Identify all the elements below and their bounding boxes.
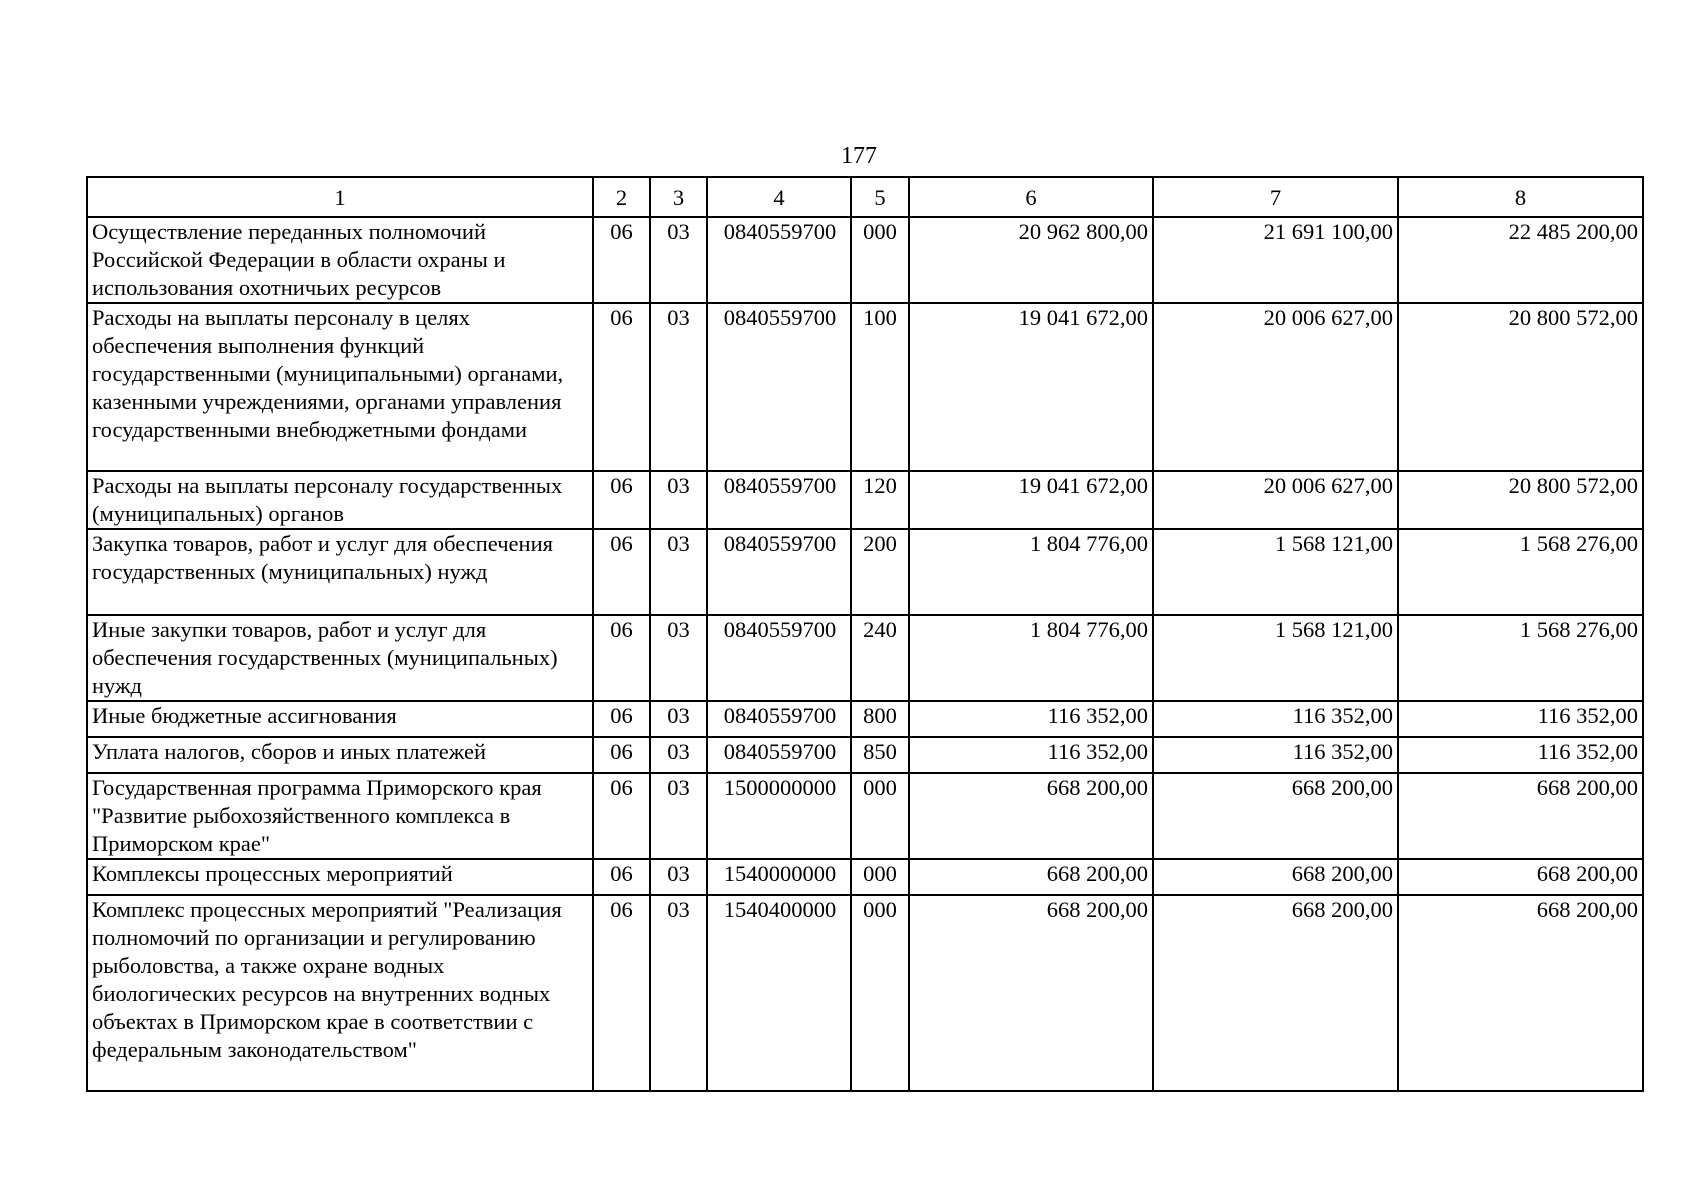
target-article-code: 0840559700: [707, 217, 851, 303]
table-row: [87, 701, 1643, 737]
amount-col8: 20 800 572,00: [1398, 303, 1643, 471]
target-article-code: 0840559700: [707, 737, 851, 773]
table-row: [87, 737, 1643, 773]
amount-col8: 116 352,00: [1398, 701, 1643, 737]
amount-col8: 116 352,00: [1398, 737, 1643, 773]
expense-type-code: 200: [851, 529, 909, 615]
subsection-code: 03: [650, 217, 707, 303]
row-name: Иные закупки товаров, работ и услуг для обеспечения государственных (муниципальных) нужд: [87, 615, 593, 701]
section-code: 06: [593, 701, 650, 737]
row-name: Государственная программа Приморского края "Развитие рыбохозяйственного комплекса в Приморском крае": [87, 773, 593, 859]
column-header: 8: [1398, 177, 1643, 217]
section-code: 06: [593, 895, 650, 1091]
expense-type-code: 800: [851, 701, 909, 737]
target-article-code: 0840559700: [707, 615, 851, 701]
table-row: [87, 529, 1643, 615]
subsection-code: 03: [650, 737, 707, 773]
expense-type-code: 000: [851, 895, 909, 1091]
target-article-code: 1540000000: [707, 859, 851, 895]
target-article-code: 0840559700: [707, 529, 851, 615]
table-row: [87, 773, 1643, 859]
target-article-code: 1540400000: [707, 895, 851, 1091]
amount-col6: 116 352,00: [909, 701, 1153, 737]
amount-col8: 668 200,00: [1398, 895, 1643, 1091]
column-header: 3: [650, 177, 707, 217]
amount-col6: 1 804 776,00: [909, 529, 1153, 615]
table-row: [87, 615, 1643, 701]
subsection-code: 03: [650, 859, 707, 895]
subsection-code: 03: [650, 895, 707, 1091]
amount-col6: 19 041 672,00: [909, 303, 1153, 471]
subsection-code: 03: [650, 701, 707, 737]
table-row: [87, 895, 1643, 1091]
target-article-code: 0840559700: [707, 471, 851, 529]
table-row: [87, 303, 1643, 471]
section-code: 06: [593, 615, 650, 701]
subsection-code: 03: [650, 303, 707, 471]
amount-col7: 1 568 121,00: [1153, 615, 1398, 701]
row-name: Закупка товаров, работ и услуг для обеспечения государственных (муниципальных) нужд: [87, 529, 593, 615]
expense-type-code: 240: [851, 615, 909, 701]
table-row: [87, 471, 1643, 529]
expense-type-code: 000: [851, 217, 909, 303]
table-row: [87, 859, 1643, 895]
subsection-code: 03: [650, 773, 707, 859]
target-article-code: 0840559700: [707, 701, 851, 737]
amount-col6: 20 962 800,00: [909, 217, 1153, 303]
target-article-code: 1500000000: [707, 773, 851, 859]
expense-type-code: 000: [851, 773, 909, 859]
subsection-code: 03: [650, 471, 707, 529]
column-header: 1: [87, 177, 593, 217]
row-name: Комплекс процессных мероприятий "Реализация полномочий по организации и регулированию рыболовства, а также охране водных биологических ресурсов на внутренних водных объектах в Приморском крае в соответствии с федеральным законодательством": [87, 895, 593, 1091]
amount-col6: 668 200,00: [909, 859, 1153, 895]
row-name: Иные бюджетные ассигнования: [87, 701, 593, 737]
amount-col8: 22 485 200,00: [1398, 217, 1643, 303]
amount-col7: 668 200,00: [1153, 895, 1398, 1091]
amount-col7: 116 352,00: [1153, 737, 1398, 773]
section-code: 06: [593, 529, 650, 615]
row-name: Осуществление переданных полномочий Российской Федерации в области охраны и использования охотничьих ресурсов: [87, 217, 593, 303]
row-name: Комплексы процессных мероприятий: [87, 859, 593, 895]
page-number: 177: [841, 143, 877, 169]
section-code: 06: [593, 773, 650, 859]
row-name: Уплата налогов, сборов и иных платежей: [87, 737, 593, 773]
section-code: 06: [593, 217, 650, 303]
amount-col6: 116 352,00: [909, 737, 1153, 773]
expense-type-code: 850: [851, 737, 909, 773]
header-row: [87, 177, 1643, 217]
column-header: 5: [851, 177, 909, 217]
amount-col7: 21 691 100,00: [1153, 217, 1398, 303]
subsection-code: 03: [650, 615, 707, 701]
column-header: 6: [909, 177, 1153, 217]
expense-type-code: 000: [851, 859, 909, 895]
amount-col6: 668 200,00: [909, 773, 1153, 859]
section-code: 06: [593, 471, 650, 529]
amount-col7: 668 200,00: [1153, 773, 1398, 859]
amount-col7: 1 568 121,00: [1153, 529, 1398, 615]
target-article-code: 0840559700: [707, 303, 851, 471]
amount-col8: 668 200,00: [1398, 859, 1643, 895]
budget-table: [86, 176, 1644, 1092]
amount-col6: 19 041 672,00: [909, 471, 1153, 529]
amount-col8: 668 200,00: [1398, 773, 1643, 859]
section-code: 06: [593, 303, 650, 471]
table-row: [87, 217, 1643, 303]
expense-type-code: 120: [851, 471, 909, 529]
row-name: Расходы на выплаты персоналу в целях обеспечения выполнения функций государственными (муниципальными) органами, казенными учреждениями, органами управления государственными внебюджетными фондами: [87, 303, 593, 471]
amount-col8: 20 800 572,00: [1398, 471, 1643, 529]
column-header: 2: [593, 177, 650, 217]
amount-col7: 20 006 627,00: [1153, 303, 1398, 471]
section-code: 06: [593, 859, 650, 895]
subsection-code: 03: [650, 529, 707, 615]
amount-col7: 116 352,00: [1153, 701, 1398, 737]
expense-type-code: 100: [851, 303, 909, 471]
amount-col8: 1 568 276,00: [1398, 529, 1643, 615]
amount-col6: 668 200,00: [909, 895, 1153, 1091]
amount-col8: 1 568 276,00: [1398, 615, 1643, 701]
section-code: 06: [593, 737, 650, 773]
amount-col7: 668 200,00: [1153, 859, 1398, 895]
amount-col7: 20 006 627,00: [1153, 471, 1398, 529]
column-header: 7: [1153, 177, 1398, 217]
amount-col6: 1 804 776,00: [909, 615, 1153, 701]
row-name: Расходы на выплаты персоналу государственных (муниципальных) органов: [87, 471, 593, 529]
column-header: 4: [707, 177, 851, 217]
